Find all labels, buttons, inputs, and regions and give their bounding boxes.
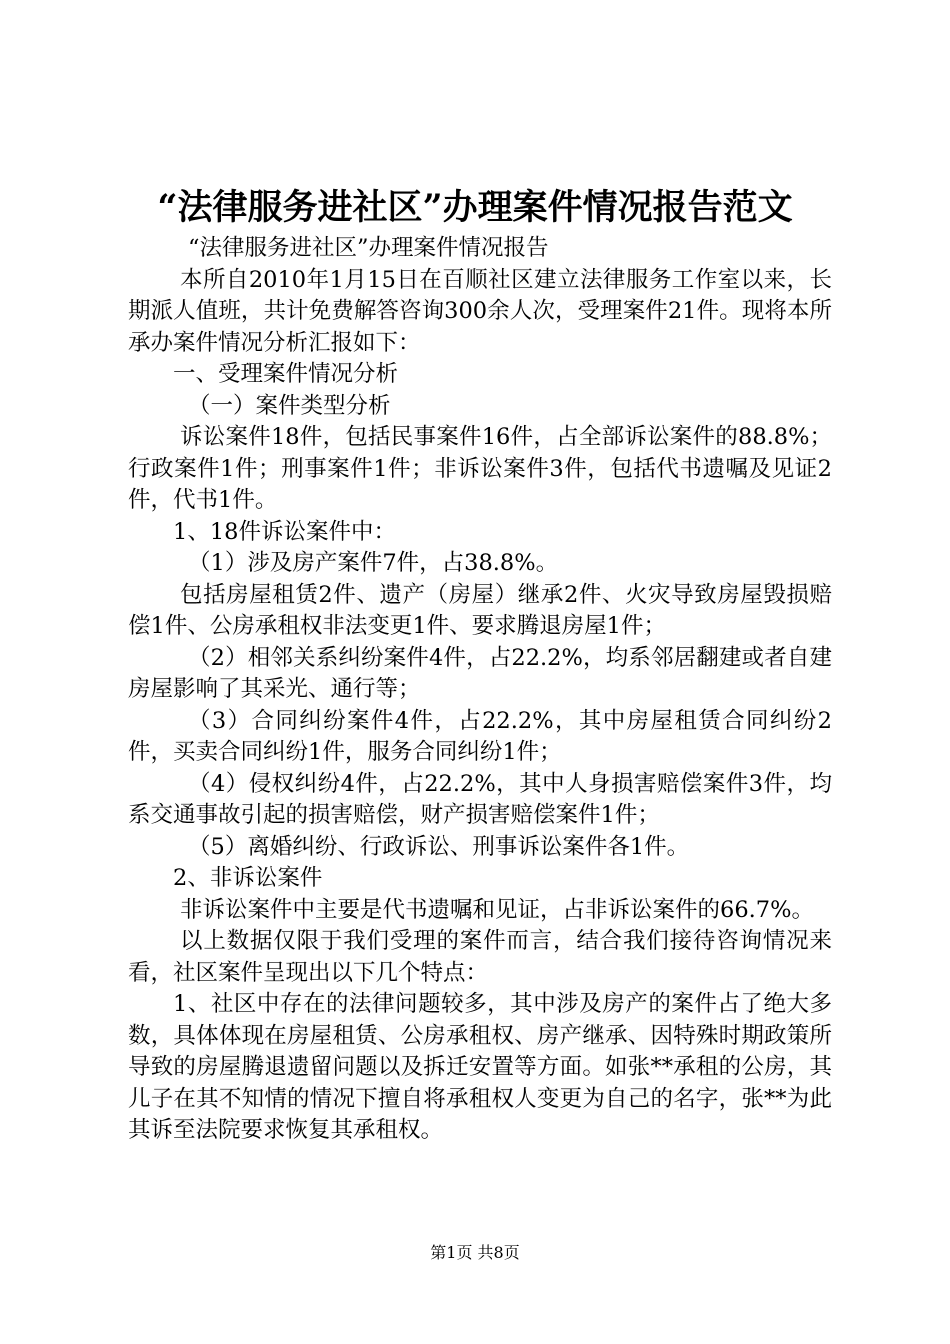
document-title: “法律服务进社区”办理案件情况报告范文 (157, 187, 793, 228)
list-item: （4）侵权纠纷4件，占22.2%，其中人身损害赔偿案件3件，均系交通事故引起的损害赔偿，财产损害赔偿案件1件； (128, 770, 832, 828)
list-heading-non-litigation: 2、非诉讼案件 (173, 865, 323, 891)
subsection-heading-1: （一）案件类型分析 (188, 392, 391, 419)
body-paragraph: 包括房屋租赁2件、遗产（房屋）继承2件、火灾导致房屋毁损赔偿1件、公房承租权非法变更1件、要求腾退房屋1件； (128, 581, 832, 639)
list-item: （1）涉及房产案件7件，占38.8%。 (188, 550, 559, 576)
list-item: （2）相邻关系纠纷案件4件，占22.2%，均系邻居翻建或者自建房屋影响了其采光、通行等； (128, 644, 832, 702)
list-heading-litigation: 1、18件诉讼案件中： (173, 518, 396, 545)
subtitle-paragraph: “法律服务进社区”办理案件情况报告 (188, 235, 549, 261)
list-item: （5）离婚纠纷、行政诉讼、刑事诉讼案件各1件。 (188, 833, 690, 860)
body-paragraph: 以上数据仅限于我们受理的案件而言，结合我们接待咨询情况来看，社区案件呈现出以下几个特点： (128, 928, 832, 986)
body-paragraph: 1、社区中存在的法律问题较多，其中涉及房产的案件占了绝大多数，具体体现在房屋租赁、公房承租权、房产继承、因特殊时期政策所导致的房屋腾退遗留问题以及拆迁安置等方面。如张**承租的公房，其儿子在其不知情的情况下擅自将承租权人变更为自己的名字，张**为此其诉至法院要求恢复其承租权。 (128, 991, 832, 1143)
intro-paragraph: 本所自2010年1月15日在百顺社区建立法律服务工作室以来，长期派人值班，共计免费解答咨询300余人次，受理案件21件。现将本所承办案件情况分析汇报如下： (128, 266, 832, 356)
body-paragraph: 非诉讼案件中主要是代书遗嘱和见证，占非诉讼案件的66.7%。 (180, 896, 814, 923)
page-footer: 第1页 共8页 (430, 1243, 520, 1262)
body-paragraph: 诉讼案件18件，包括民事案件16件，占全部诉讼案件的88.8%；行政案件1件；刑事案件1件；非诉讼案件3件，包括代书遗嘱及见证2件，代书1件。 (128, 424, 832, 513)
section-heading-1: 一、受理案件情况分析 (173, 361, 399, 387)
document-body (128, 233, 832, 1147)
list-item: （3）合同纠纷案件4件，占22.2%，其中房屋租赁合同纠纷2件，买卖合同纠纷1件，服务合同纠纷1件； (128, 707, 832, 765)
